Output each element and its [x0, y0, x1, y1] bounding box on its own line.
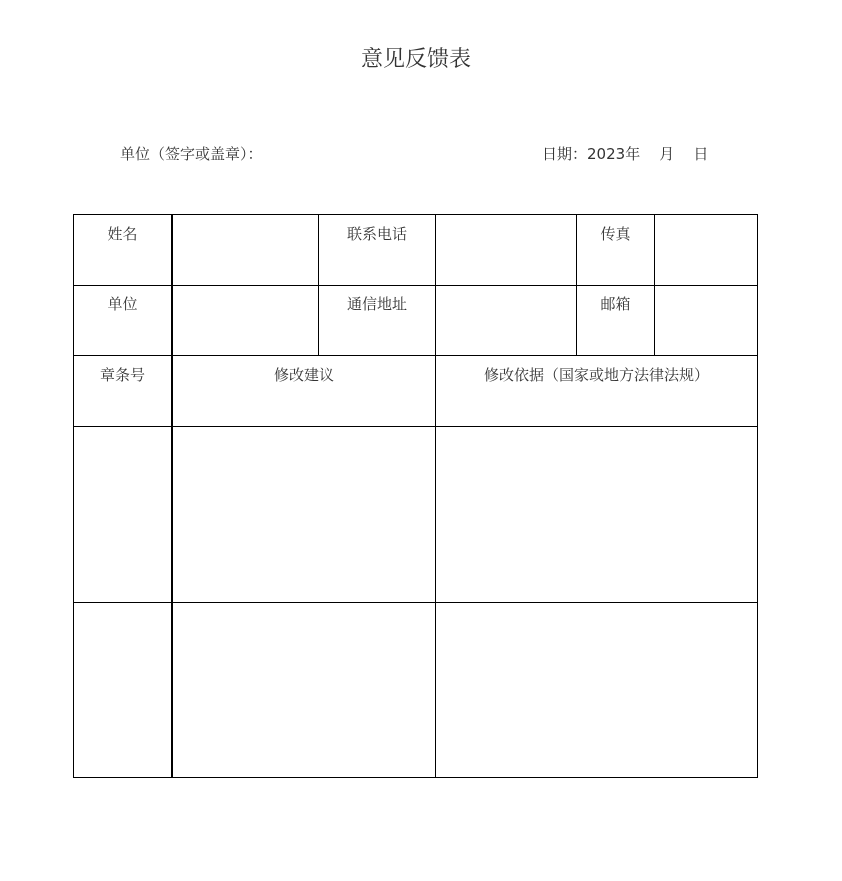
- unit-label: 单位: [107, 295, 138, 313]
- fax-label: 传真: [600, 225, 631, 243]
- unit-signature-label: 单位（签字或盖章）：: [120, 145, 263, 163]
- table-border-right: [757, 214, 758, 778]
- table-border-top: [73, 214, 758, 215]
- email-value[interactable]: [655, 286, 757, 354]
- date-label: 日期：: [542, 145, 588, 163]
- address-value[interactable]: [436, 286, 576, 354]
- fax-value[interactable]: [655, 216, 757, 284]
- name-value[interactable]: [173, 216, 318, 284]
- clause-entry-cell[interactable]: [74, 603, 171, 777]
- basis-entry-cell[interactable]: [436, 427, 757, 602]
- suggestion-header: 修改建议: [273, 366, 334, 384]
- clause-entry-cell[interactable]: [74, 427, 171, 602]
- name-label: 姓名: [107, 225, 138, 243]
- email-label: 邮箱: [600, 295, 631, 313]
- suggestion-entry-cell[interactable]: [173, 427, 435, 602]
- phone-value[interactable]: [436, 216, 576, 284]
- date-day: 日: [693, 145, 709, 163]
- unit-value[interactable]: [173, 286, 318, 354]
- feedback-table: [73, 214, 758, 778]
- suggestion-entry-cell[interactable]: [173, 603, 435, 777]
- date-year: 2023年: [587, 145, 641, 163]
- address-label: 通信地址: [346, 295, 407, 313]
- form-title: 意见反馈表: [360, 47, 471, 72]
- basis-header: 修改依据（国家或地方法律法规）: [483, 366, 709, 384]
- basis-entry-cell[interactable]: [436, 603, 757, 777]
- date-month: 月: [659, 145, 675, 163]
- date-field: [542, 143, 708, 165]
- phone-label: 联系电话: [346, 225, 407, 243]
- table-row-divider: [73, 355, 758, 356]
- table-border-bottom: [73, 777, 758, 778]
- clause-number-header: 章条号: [99, 366, 145, 384]
